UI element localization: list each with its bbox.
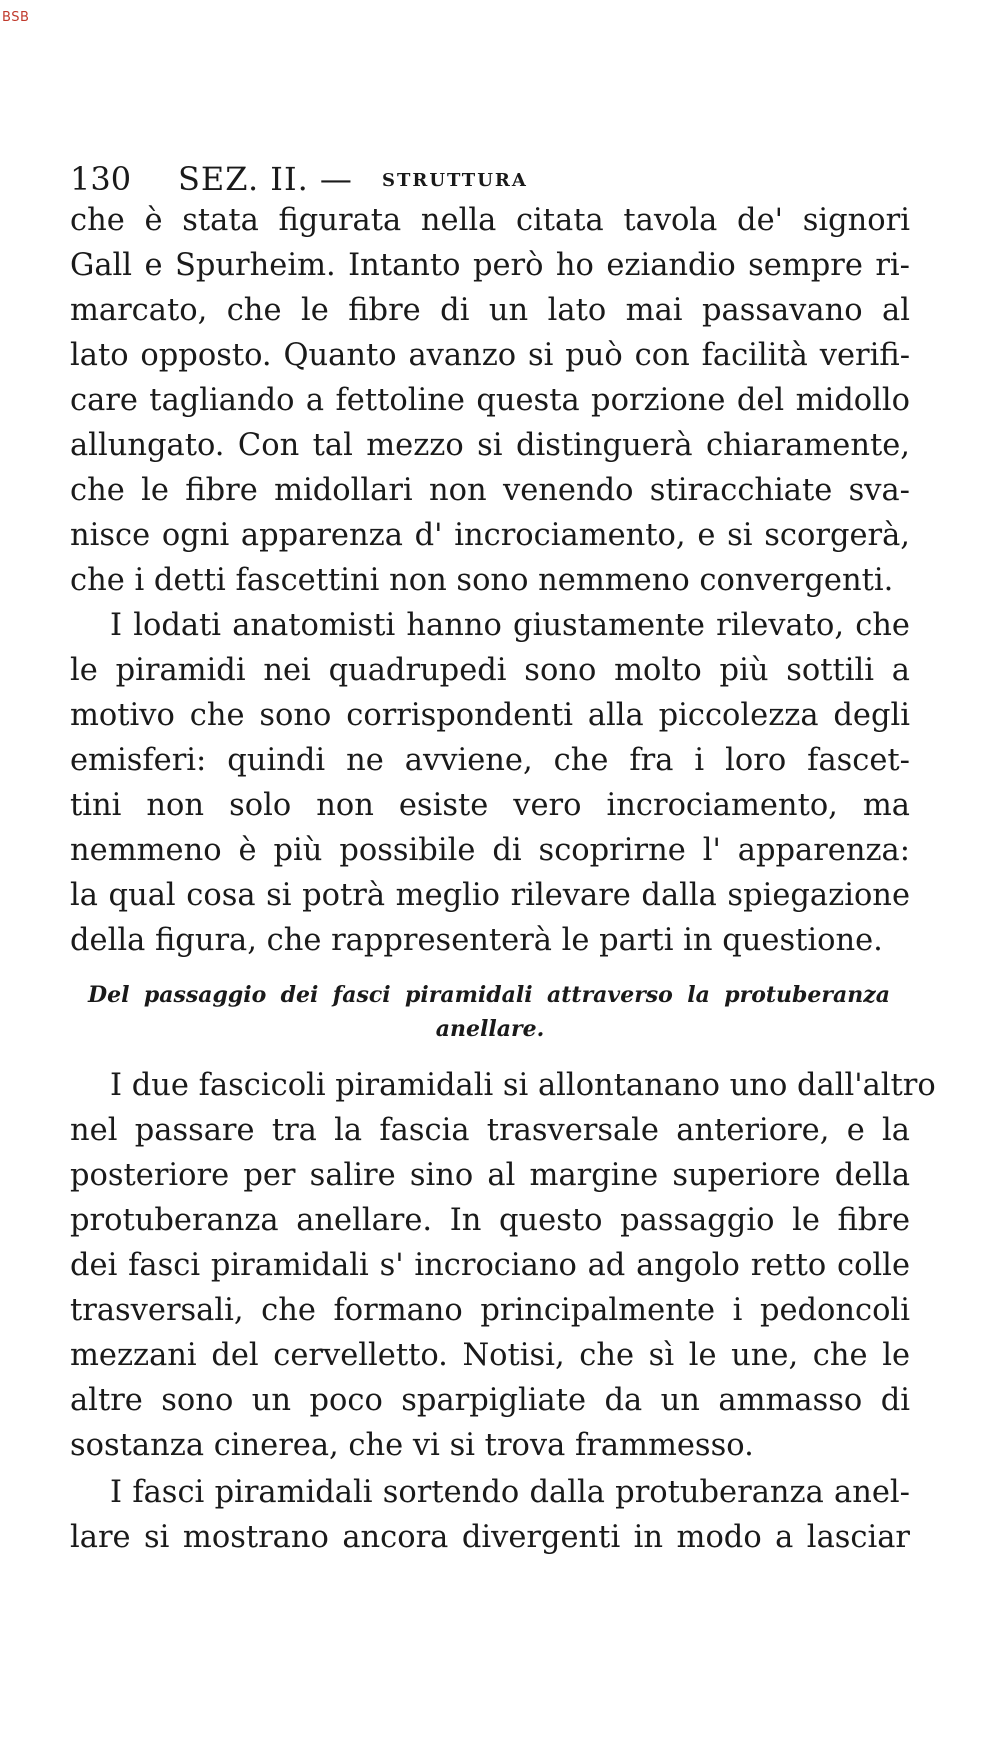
text-line: I lodati anatomisti hanno giustamente rilevato, che bbox=[110, 608, 910, 643]
text-line: dei fasci piramidali s' incrociano ad angolo retto colle bbox=[70, 1248, 910, 1283]
text-line: mezzani del cervelletto. Notisi, che sì le une, che le bbox=[70, 1338, 910, 1373]
library-stamp: BSB bbox=[2, 10, 30, 25]
text-line: che le fibre midollari non venendo stiracchiate sva- bbox=[70, 473, 910, 508]
text-line: altre sono un poco sparpigliate da un ammasso di bbox=[70, 1383, 910, 1418]
text-line: I fasci piramidali sortendo dalla protuberanza anel- bbox=[110, 1475, 910, 1510]
text-line: la qual cosa si potrà meglio rilevare dalla spiegazione bbox=[70, 878, 910, 913]
running-head bbox=[70, 160, 910, 200]
text-line: della figura, che rappresenterà le parti in questione. bbox=[70, 923, 883, 958]
text-line: emisferi: quindi ne avviene, che fra i loro fascet- bbox=[70, 743, 910, 778]
text-line: nemmeno è più possibile di scoprirne l' apparenza: bbox=[70, 833, 910, 868]
text-line: motivo che sono corrispondenti alla piccolezza degli bbox=[70, 698, 910, 733]
section-heading bbox=[70, 978, 910, 1046]
text-line: Gall e Spurheim. Intanto però ho eziandio sempre ri- bbox=[70, 248, 910, 283]
text-line: trasversali, che formano principalmente i pedoncoli bbox=[70, 1293, 910, 1328]
page-number: 130 bbox=[70, 160, 132, 198]
text-line: nisce ogni apparenza d' incrociamento, e si scorgerà, bbox=[70, 518, 910, 553]
text-line: care tagliando a fettoline questa porzione del midollo bbox=[70, 383, 910, 418]
text-line: lare si mostrano ancora divergenti in modo a lasciar bbox=[70, 1520, 910, 1555]
text-line: le piramidi nei quadrupedi sono molto più sottili a bbox=[70, 653, 910, 688]
section-label: SEZ. II. — bbox=[178, 160, 353, 198]
section-heading-line: anellare. bbox=[435, 1016, 545, 1042]
text-line: nel passare tra la fascia trasversale anteriore, e la bbox=[70, 1113, 910, 1148]
text-line: I due fascicoli piramidali si allontanano uno dall'altro bbox=[110, 1068, 936, 1103]
running-head-topic: STRUTTURA bbox=[382, 170, 528, 191]
text-line: protuberanza anellare. In questo passaggio le fibre bbox=[70, 1203, 910, 1238]
text-line: che è stata figurata nella citata tavola de' signori bbox=[70, 203, 910, 238]
text-line: posteriore per salire sino al margine superiore della bbox=[70, 1158, 910, 1193]
text-line: tini non solo non esiste vero incrociamento, ma bbox=[70, 788, 910, 823]
section-heading-line: Del passaggio dei fasci piramidali attraverso la protuberanza bbox=[88, 982, 890, 1008]
text-line: che i detti fascettini non sono nemmeno convergenti. bbox=[70, 563, 894, 598]
text-line: marcato, che le fibre di un lato mai passavano al bbox=[70, 293, 910, 328]
text-line: allungato. Con tal mezzo si distinguerà chiaramente, bbox=[70, 428, 910, 463]
text-line: lato opposto. Quanto avanzo si può con facilità verifi- bbox=[70, 338, 910, 373]
text-line: sostanza cinerea, che vi si trova frammesso. bbox=[70, 1428, 754, 1463]
